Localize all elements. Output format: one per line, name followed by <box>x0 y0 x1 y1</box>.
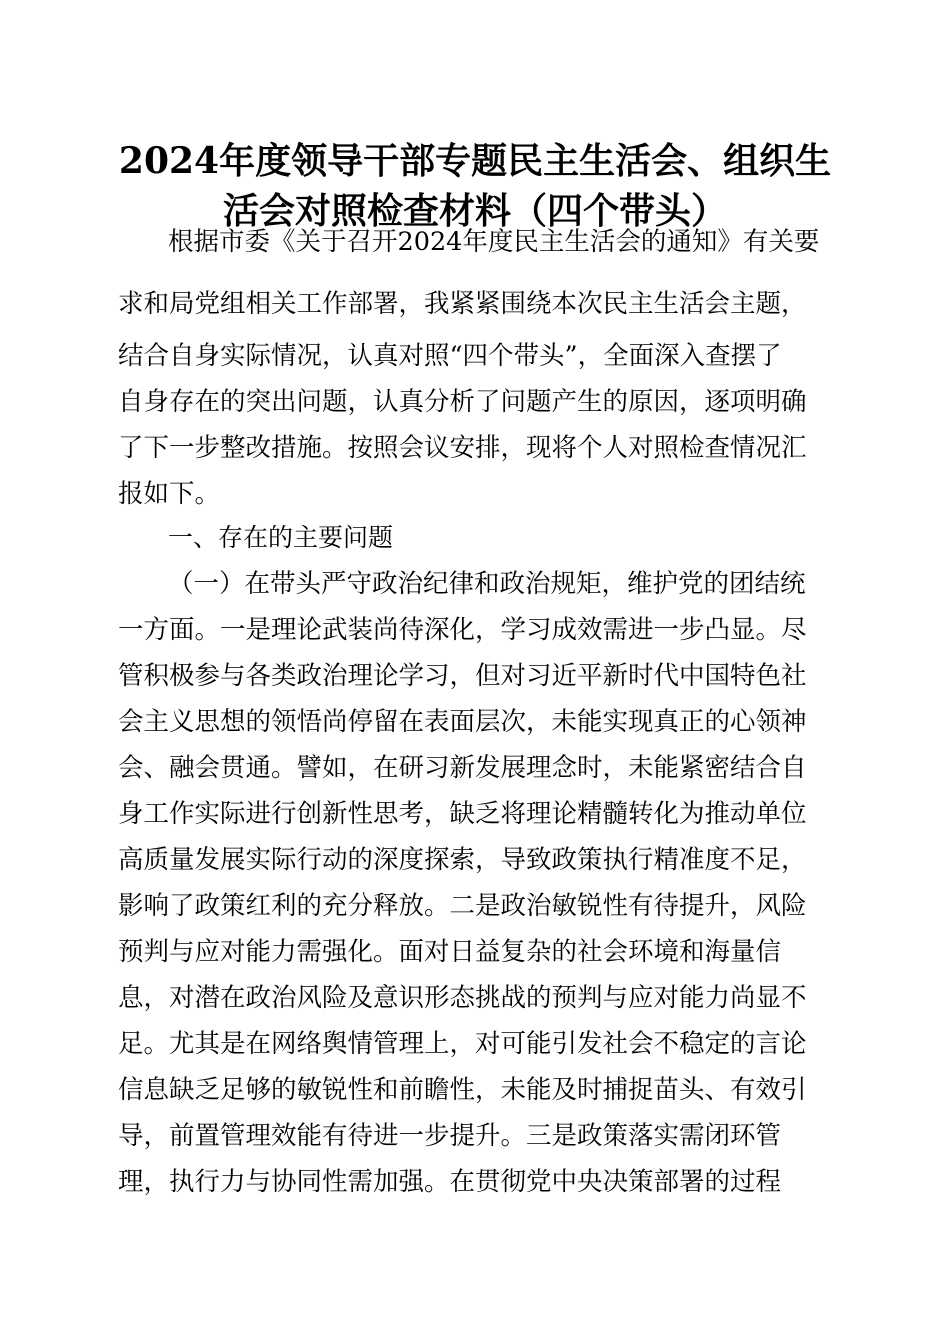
intro-line-5: 了下一步整改措施。按照会议安排，现将个人对照检查情况汇 <box>118 433 807 463</box>
body-line-4: 会主义思想的领悟尚停留在表面层次，未能实现真正的心领神 <box>118 707 807 737</box>
body-line-10: 息，对潜在政治风险及意识形态挑战的预判与应对能力尚显不 <box>118 983 807 1013</box>
document-title-line-1: 2024年度领导干部专题民主生活会、组织生 <box>118 140 832 182</box>
intro-line-2: 求和局党组相关工作部署，我紧紧围绕本次民主生活会主题， <box>118 289 807 319</box>
body-line-3: 管积极参与各类政治理论学习，但对习近平新时代中国特色社 <box>118 661 807 691</box>
body-line-5: 会、融会贯通。譬如，在研习新发展理念时，未能紧密结合自 <box>118 753 807 783</box>
body-line-6: 身工作实际进行创新性思考，缺乏将理论精髓转化为推动单位 <box>118 799 807 829</box>
body-line-8: 影响了政策红利的充分释放。二是政治敏锐性有待提升，风险 <box>118 891 807 921</box>
intro-line-3: 结合自身实际情况，认真对照“四个带头”，全面深入查摆了 <box>118 341 782 371</box>
body-line-13: 导，前置管理效能有待进一步提升。三是政策落实需闭环管 <box>118 1121 782 1151</box>
body-line-11: 足。尤其是在网络舆情管理上，对可能引发社会不稳定的言论 <box>118 1029 807 1059</box>
body-line-14: 理，执行力与协同性需加强。在贯彻党中央决策部署的过程 <box>118 1167 782 1197</box>
body-line-2: 一方面。一是理论武装尚待深化，学习成效需进一步凸显。尽 <box>118 615 807 645</box>
body-line-1: （一）在带头严守政治纪律和政治规矩，维护党的团结统 <box>168 569 806 599</box>
intro-line-4: 自身存在的突出问题，认真分析了问题产生的原因，逐项明确 <box>118 387 807 417</box>
document-title-line-2: 活会对照检查材料（四个带头） <box>222 190 727 232</box>
body-line-9: 预判与应对能力需强化。面对日益复杂的社会环境和海量信 <box>118 937 782 967</box>
intro-line-6: 报如下。 <box>118 479 221 509</box>
body-line-12: 信息缺乏足够的敏锐性和前瞻性，未能及时捕捉苗头、有效引 <box>118 1075 807 1105</box>
intro-line-1: 根据市委《关于召开2024年度民主生活会的通知》有关要 <box>168 227 820 257</box>
body-line-7: 高质量发展实际行动的深度探索，导致政策执行精准度不足， <box>118 845 807 875</box>
section-heading: 一、存在的主要问题 <box>168 523 394 552</box>
